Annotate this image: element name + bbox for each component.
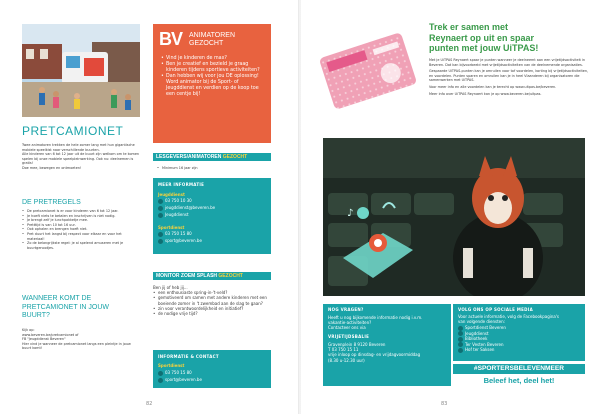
jeugd-fb-row[interactable]	[158, 212, 189, 218]
volg-ons-line: Voor actuele informatie, volg de Facebookpagina's	[458, 314, 560, 319]
pretcamionet-photo	[22, 24, 140, 117]
vrijetijdsbalie-details	[328, 342, 448, 363]
phone-icon	[158, 232, 163, 237]
volg-ons-text	[458, 314, 583, 324]
vrijetijdsbalie-hours: vrije inloop op dinsdag- en vrijdagvoormiddag	[328, 352, 421, 358]
pretcamionet-intro	[22, 143, 140, 171]
monitor-bullet: • een enthousiaste spring-in-'t-veld?	[153, 290, 271, 295]
pretregels-title: DE PRETREGELS	[22, 199, 81, 206]
facebook-icon	[458, 326, 463, 331]
animatoren-bullet: • Vind je kinderen de max?	[161, 56, 265, 62]
mail-icon	[158, 378, 163, 383]
nog-vragen-label: NOG VRAGEN?	[328, 307, 364, 312]
meer-info-label: MEER INFORMATIE	[158, 182, 205, 187]
monitor-bullet: • gemotiveerd om samen met andere kinderen met een boeiende zomer in 't zwembad aan de slag te gaan?	[153, 295, 271, 305]
pretcamionet-title: PRETCAMIONET	[22, 124, 124, 138]
pretregel-item: • Pretttijd is van 10 tot 16 uur.	[22, 223, 140, 228]
facebook-icon	[158, 213, 163, 218]
facebook-icon	[458, 337, 463, 342]
monitor-intro: Ben jij of heb jij...	[153, 285, 188, 290]
phone-icon	[158, 371, 163, 376]
info-contact-mail-row[interactable]	[158, 377, 202, 383]
wanneer-text	[22, 328, 140, 351]
volg-ons-list	[458, 325, 583, 353]
nog-vragen-line: Contacteer ons via	[328, 325, 366, 331]
hashtag-banner: #SPORTERSBELEVENMEER	[453, 364, 585, 374]
wanneer-line: Hier vind je wanneer de pretcamionet langs een pleintje in jouw buurt komt!	[22, 341, 131, 351]
sport-title: Sportdienst	[158, 225, 185, 230]
nog-vragen-line: vakantie-activiteiten?	[328, 320, 372, 326]
social-item-label[interactable]: Bibliotheek	[465, 336, 488, 341]
info-contact-mail[interactable]: sport@beveren.be	[165, 377, 202, 382]
monitor-bar-highlight: GEZOCHT	[218, 273, 243, 279]
tagline: Beleef het, deel het!	[483, 376, 555, 385]
uitpas-body-3: Voor meer info en alle voordelen kan je terecht op www.uitpas.be/beveren.	[429, 84, 557, 89]
pretregel-item: • Je hoeft niets te betalen en inschrijven is niet nodig.	[22, 214, 140, 219]
pretregel-item: • Je brengt zelf je lunchpakketje mee.	[22, 218, 140, 223]
sport-mail[interactable]: sport@beveren.be	[165, 238, 202, 243]
uitpas-body-1: Met je UiTPAS Reynaert spaar je punten wanneer je deelneemt aan een vrijetijdsactiviteit in Beveren. Dat kan bijvoorbeeld met vrijetijdsactiviteiten van de deelnemende organisaties.	[429, 58, 586, 67]
nog-vragen-text	[328, 315, 448, 331]
jeugd-phone-row	[158, 198, 192, 204]
uitpas-body-2: Gespaarde UiTPAS-punten kan je omruilen voor tof voordelen, korting bij vrijetijdsactiviteiten, en voordelen. Punten sparen en omruilen kan je in heel Vlaanderen bij organisatoren die samenwerken met UiTPAS.	[429, 69, 589, 83]
nog-vragen-box	[323, 304, 451, 386]
volg-ons-box	[453, 304, 585, 361]
meer-info-box	[153, 178, 271, 254]
pretregel-item: • Pret duurt het langst bij respect voor elkaar en voor het materiaal!	[22, 232, 140, 241]
phone-icon	[158, 199, 163, 204]
animatoren-title-line2: GEZOCHT	[189, 40, 224, 47]
jeugd-fb[interactable]: Jeugddienst	[165, 212, 189, 217]
left-page	[0, 0, 299, 414]
lesgevers-bar-title: LESGEVERS/ANIMATOREN	[156, 154, 222, 160]
wanneer-line: www.beveren.be/pretcamionet of	[22, 332, 79, 337]
page-number-right: 83	[441, 401, 448, 407]
reynaert-cinema-photo	[323, 138, 585, 296]
monitor-bar	[153, 272, 271, 280]
pretregel-item: • De pretcamionet is er voor kinderen van 6 tot 12 jaar.	[22, 209, 140, 214]
wanneer-title: WANNEER KOMT DE PRETCAMIONET IN JOUW BUURT?	[22, 295, 109, 319]
monitor-bullet: • zin voor verantwoordelijkheid en initiatief?	[153, 306, 271, 311]
jeugd-mail-row[interactable]	[158, 205, 215, 211]
pretregel-item: • Zo de belangrijkste regel: je al spelend amuseren met je buurtgenootjes.	[22, 241, 140, 250]
jeugd-phone: 03 750 10 30	[165, 198, 192, 203]
uitpas-title-line3: punten met jouw UiTPAS!	[429, 43, 539, 53]
facebook-icon	[458, 348, 463, 353]
nog-vragen-line: Heeft u nog bijkomende informatie nodig i.v.m.	[328, 315, 423, 320]
animatoren-title-line1: ANIMATOREN	[189, 32, 236, 39]
pretregels-list	[22, 209, 140, 250]
vrijetijdsbalie-address: Gravenplein 8 9120 Beveren	[328, 342, 386, 347]
info-contact-phone: 03 750 15 80	[165, 370, 192, 375]
animatoren-box	[153, 24, 271, 143]
info-contact-phone-row	[158, 370, 192, 376]
volg-ons-line: van volgende diensten:	[458, 319, 505, 325]
uitpas-title-line2: Reynaert op uit en spaar	[429, 32, 535, 43]
mail-icon	[158, 206, 163, 211]
pretcamionet-intro-text-2: Alle kinderen van 6 tot 12 jaar uit de buurt zijn welkom om te komen spelen bij onze mobiele speelpleinwerking. Ook nu: deelnemen is gratis!	[22, 152, 140, 166]
pretregel-item: • Ook ophalen en brengen hoeft niet.	[22, 227, 140, 232]
monitor-text	[153, 285, 271, 316]
right-page	[301, 0, 600, 414]
lesgevers-bullet: • Minimum 16 jaar zijn	[157, 166, 267, 171]
bv-logo: BV	[159, 29, 183, 49]
animatoren-bullets	[161, 56, 265, 98]
social-item-label[interactable]: Hof ter Saksen	[465, 347, 495, 352]
sport-phone-row	[158, 231, 192, 237]
animatoren-title	[189, 32, 235, 48]
social-item[interactable]	[458, 347, 583, 353]
social-item-label[interactable]: Ter Vesten Beveren	[465, 341, 504, 347]
vrijetijdsbalie-hours-2: (8.30 u-12.30 uur)	[328, 357, 365, 363]
pretcamionet-intro-text: Twee animatoren trekken de hele zomer lang met hun gigantische mobiele speelkist naar verschillende buurten.	[22, 143, 135, 152]
uitpas-title	[429, 22, 594, 54]
pretcamionet-intro-text-3: Doe mee, bewegen en ontmoeten!	[22, 165, 82, 170]
mail-icon	[158, 239, 163, 244]
animatoren-bullet: • Ben je creatief en bezield je graag kinderen tijdens sportieve activiteiten?	[161, 62, 265, 74]
uitpas-card-illustration	[319, 22, 417, 120]
info-contact-label: INFORMATIE & CONTACT	[158, 354, 219, 359]
svg-text:♪: ♪	[347, 208, 354, 219]
uitpas-title-line1: Trek er samen met	[429, 22, 509, 32]
lesgevers-bar-highlight: GEZOCHT	[222, 154, 248, 160]
vrijetijdsbalie-label: VRIJETIJDSBALIE	[328, 334, 370, 339]
info-contact-title: Sportdienst	[158, 363, 185, 368]
jeugd-mail[interactable]: jeugddienst@beveren.be	[165, 205, 216, 210]
jeugd-title: Jeugddienst	[158, 192, 185, 197]
wanneer-line: FB "Jeugddienst Beveren"	[22, 337, 66, 342]
sport-phone: 03 750 15 80	[165, 231, 192, 236]
animatoren-bullet: • Dan hebben wij voor jou DE oplossing! Word animator bij de Sport- of Jeugddienst en verdien op de koop toe een centje bij!	[161, 74, 265, 98]
lesgevers-requirements	[157, 166, 267, 171]
volg-ons-label: VOLG ONS OP SOCIALE MEDIA	[458, 307, 533, 312]
lesgevers-bar	[153, 153, 271, 161]
page-number-left: 82	[146, 401, 153, 407]
monitor-bullet: • de nodige vrije tijd?	[153, 311, 271, 316]
social-item-label[interactable]: Sportdienst Beveren	[465, 325, 506, 330]
vrijetijdsbalie-phone: T 03 750 15 11	[328, 347, 359, 353]
uitpas-body-4: Meer info over UiTPAS Reynaert kan je op www.beveren.be/uitpas.	[429, 91, 542, 96]
social-item-label[interactable]: Jeugddienst	[465, 330, 489, 336]
info-contact-box	[153, 350, 271, 388]
sport-mail-row[interactable]	[158, 238, 202, 244]
monitor-bar-title: MONITOR ZOEM SPLASH	[156, 273, 218, 279]
uitpas-body	[429, 58, 589, 96]
wanneer-line: Kijk op:	[22, 328, 35, 332]
